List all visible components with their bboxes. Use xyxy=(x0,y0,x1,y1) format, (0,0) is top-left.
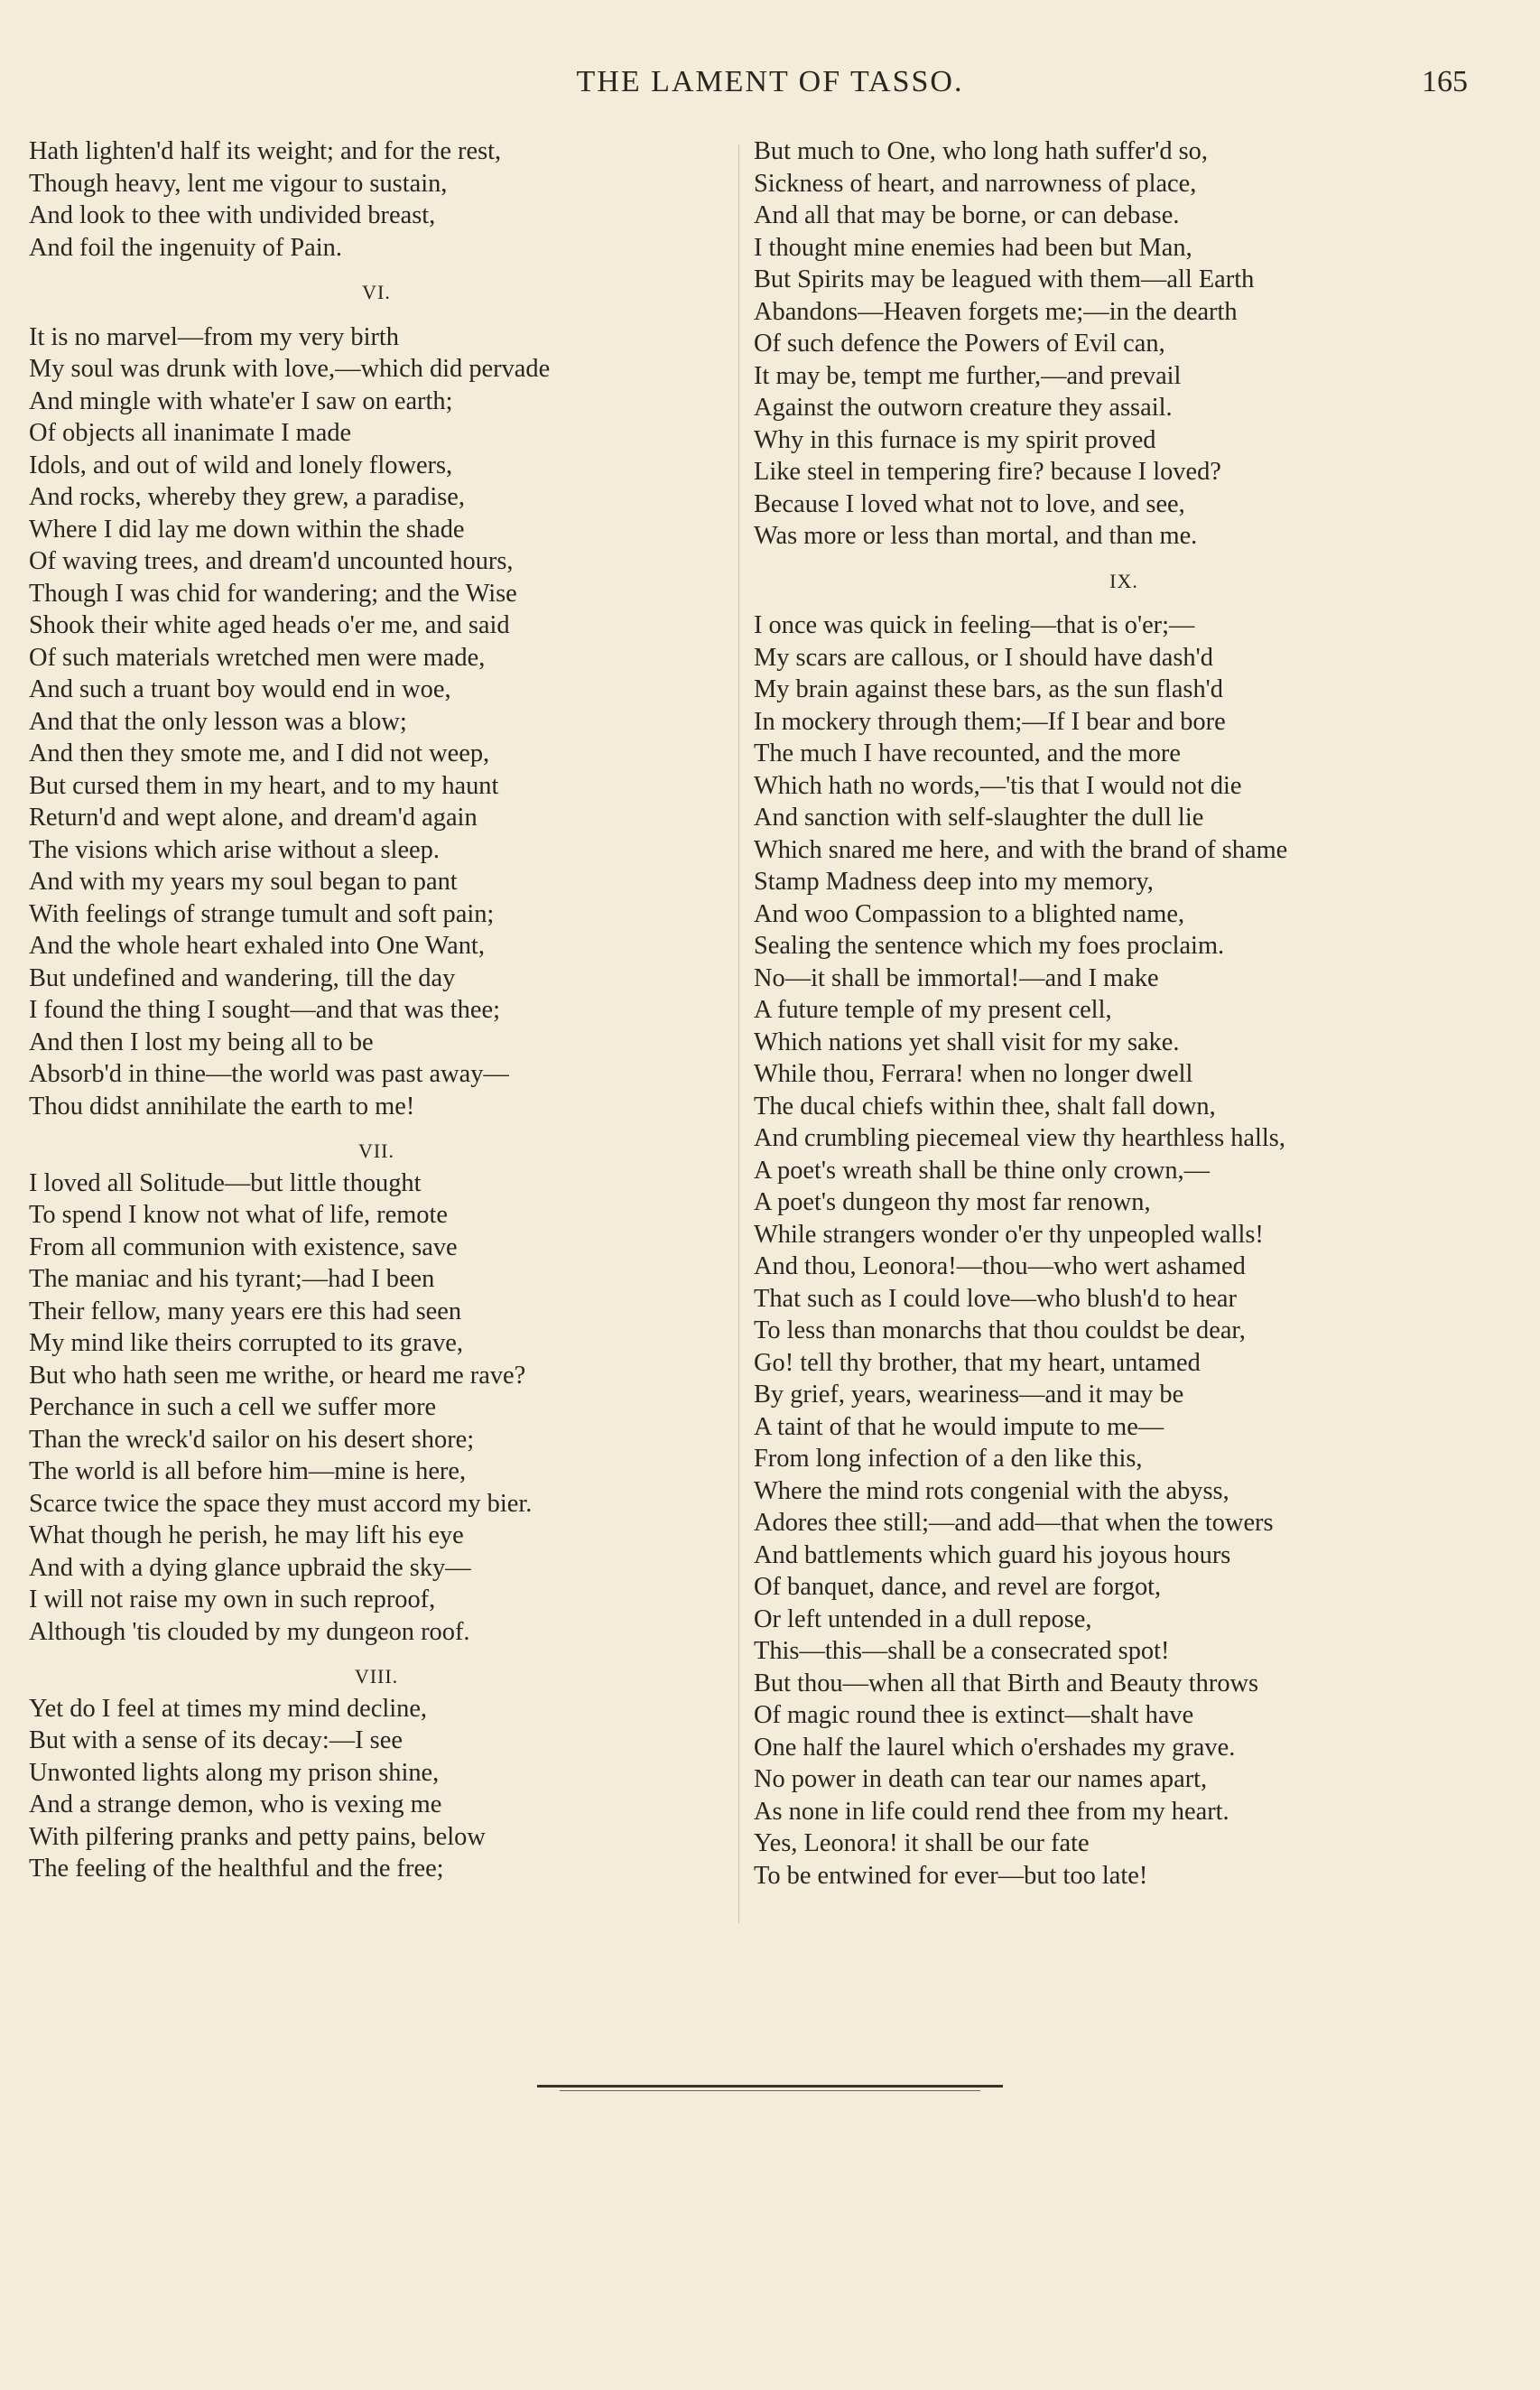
page-number: 165 xyxy=(1422,65,1468,98)
verse-line: And foil the ingenuity of Pain. xyxy=(29,233,342,262)
end-rule-thin xyxy=(560,2090,980,2091)
verse-line: From all communion with existence, save xyxy=(29,1232,458,1261)
verse-line: While thou, Ferrara! when no longer dwell xyxy=(754,1060,1193,1088)
verse-line: And look to thee with undivided breast, xyxy=(29,201,436,229)
verse-line: A future temple of my present cell, xyxy=(754,996,1112,1024)
verse-line: Which hath no words,—'tis that I would not die xyxy=(754,771,1242,800)
verse-line: And rocks, whereby they grew, a paradise, xyxy=(29,483,465,511)
verse-line: My scars are callous, or I should have dash'd xyxy=(754,643,1213,672)
verse-line: Why in this furnace is my spirit proved xyxy=(754,425,1156,454)
verse-line: And crumbling piecemeal view thy hearthless halls, xyxy=(754,1124,1285,1152)
verse-line: And a strange demon, who is vexing me xyxy=(29,1790,442,1818)
verse-line: Against the outworn creature they assail. xyxy=(754,394,1173,422)
verse-line: Shook their white aged heads o'er me, and said xyxy=(29,611,510,639)
spacer xyxy=(29,1122,724,1135)
right-column xyxy=(754,135,1494,1892)
verse-line: I loved all Solitude—but little thought xyxy=(29,1168,422,1197)
verse-line: Of banquet, dance, and revel are forgot, xyxy=(754,1573,1162,1601)
verse-line: Of waving trees, and dream'd uncounted hours, xyxy=(29,547,514,575)
end-rule xyxy=(537,2085,1003,2088)
verse-line: I will not raise my own in such reproof, xyxy=(29,1586,436,1613)
spacer xyxy=(29,309,724,321)
verse-line: A poet's wreath shall be thine only crown,— xyxy=(754,1156,1211,1185)
verse-line: The maniac and his tyrant;—had I been xyxy=(29,1265,435,1293)
verse-line: My mind like theirs corrupted to its grave, xyxy=(29,1329,463,1357)
verse-line: Was more or less than mortal, and than me. xyxy=(754,522,1198,550)
verse-line: But cursed them in my heart, and to my haunt xyxy=(29,771,499,800)
stanza-ix xyxy=(754,609,1494,1892)
verse-line: To spend I know not what of life, remote xyxy=(29,1201,448,1229)
spacer xyxy=(754,597,1494,609)
verse-line: The world is all before him—mine is here, xyxy=(29,1457,467,1485)
verse-line: Or left untended in a dull repose, xyxy=(754,1604,1092,1633)
verse-line: The visions which arise without a sleep. xyxy=(29,835,440,864)
section-numeral-vii: VII. xyxy=(357,1139,395,1162)
verse-line: Unwonted lights along my prison shine, xyxy=(29,1758,440,1787)
verse-line: This—this—shall be a consecrated spot! xyxy=(754,1637,1170,1665)
verse-line: Of such defence the Powers of Evil can, xyxy=(754,330,1165,358)
verse-line: My brain against these bars, as the sun flash'd xyxy=(754,675,1223,703)
verse-line: And with my years my soul began to pant xyxy=(29,868,458,896)
verse-line: Where I did lay me down within the shade xyxy=(29,515,465,544)
verse-line: And woo Compassion to a blighted name, xyxy=(754,899,1185,928)
verse-line: To be entwined for ever—but too late! xyxy=(754,1861,1148,1890)
verse-line: To less than monarchs that thou couldst be dear, xyxy=(754,1316,1246,1344)
verse-line: Go! tell thy brother, that my heart, untamed xyxy=(754,1348,1201,1377)
verse-line: Their fellow, many years ere this had seen xyxy=(29,1297,462,1325)
verse-line: Like steel in tempering fire? because I loved? xyxy=(754,458,1221,486)
spacer xyxy=(754,553,1494,565)
verse-line: A taint of that he would impute to me— xyxy=(754,1412,1164,1441)
verse-line: And that the only lesson was a blow; xyxy=(29,707,407,736)
verse-line: Sealing the sentence which my foes proclaim. xyxy=(754,932,1225,960)
verse-line: I found the thing I sought—and that was thee; xyxy=(29,996,500,1024)
verse-line: Where the mind rots congenial with the abyss, xyxy=(754,1476,1229,1505)
verse-line: Yet do I feel at times my mind decline, xyxy=(29,1694,428,1723)
verse-line: But who hath seen me writhe, or heard me rave? xyxy=(29,1361,526,1390)
verse-line: And with a dying glance upbraid the sky— xyxy=(29,1553,471,1582)
verse-line: And sanction with self-slaughter the dull lie xyxy=(754,804,1204,832)
verse-line: No—it shall be immortal!—and I make xyxy=(754,963,1159,992)
verse-line: And battlements which guard his joyous hours xyxy=(754,1540,1231,1569)
left-continuation xyxy=(29,135,724,264)
verse-line: From long infection of a den like this, xyxy=(754,1445,1143,1473)
stanza-vi xyxy=(29,321,724,1123)
section-numeral-viii: VIII. xyxy=(354,1665,399,1688)
verse-line: Of objects all inanimate I made xyxy=(29,419,352,447)
right-continuation xyxy=(754,135,1494,553)
verse-line: A poet's dungeon thy most far renown, xyxy=(754,1188,1151,1216)
verse-line: And then I lost my being all to be xyxy=(29,1028,374,1056)
verse-line: And all that may be borne, or can debase. xyxy=(754,201,1180,229)
verse-line: Absorb'd in thine—the world was past away— xyxy=(29,1060,509,1088)
verse-line: Although 'tis clouded by my dungeon roof. xyxy=(29,1617,470,1646)
verse-line: Though I was chid for wandering; and the Wise xyxy=(29,579,517,608)
verse-line: But thou—when all that Birth and Beauty throws xyxy=(754,1669,1259,1697)
verse-line: It is no marvel—from my very birth xyxy=(29,322,400,351)
verse-line: And then they smote me, and I did not weep, xyxy=(29,739,490,767)
verse-line: But with a sense of its decay:—I see xyxy=(29,1726,403,1754)
verse-line: In mockery through them;—If I bear and bore xyxy=(754,707,1226,736)
verse-line: My soul was drunk with love,—which did pervade xyxy=(29,355,551,383)
verse-line: With feelings of strange tumult and soft pain; xyxy=(29,899,495,928)
section-numeral-ix: IX. xyxy=(1109,569,1138,592)
spacer xyxy=(29,264,724,276)
verse-line: Adores thee still;—and add—that when the towers xyxy=(754,1509,1274,1537)
verse-line: I thought mine enemies had been but Man, xyxy=(754,233,1192,262)
verse-line: The ducal chiefs within thee, shalt fall down, xyxy=(754,1092,1216,1121)
stanza-viii xyxy=(29,1693,724,1885)
verse-line: What though he perish, he may lift his eye xyxy=(29,1521,464,1549)
verse-line: Perchance in such a cell we suffer more xyxy=(29,1393,437,1421)
verse-line: As none in life could rend thee from my heart. xyxy=(754,1797,1229,1826)
verse-line: Than the wreck'd sailor on his desert shore; xyxy=(29,1425,475,1454)
verse-line: By grief, years, weariness—and it may be xyxy=(754,1381,1184,1409)
verse-line: The much I have recounted, and the more xyxy=(754,739,1181,767)
verse-line: Yes, Leonora! it shall be our fate xyxy=(754,1829,1090,1857)
page-header xyxy=(0,65,1540,108)
verse-line: But much to One, who long hath suffer'd so, xyxy=(754,137,1208,165)
verse-line: Which snared me here, and with the brand of shame xyxy=(754,835,1288,864)
verse-line: One half the laurel which o'ershades my grave. xyxy=(754,1733,1236,1762)
verse-line: While strangers wonder o'er thy unpeopled walls! xyxy=(754,1220,1264,1249)
running-title: THE LAMENT OF TASSO. xyxy=(576,65,964,98)
verse-line: No power in death can tear our names apart, xyxy=(754,1765,1208,1793)
verse-line: Though heavy, lent me vigour to sustain, xyxy=(29,169,448,198)
column-divider xyxy=(738,144,739,1923)
verse-line: Which nations yet shall visit for my sake. xyxy=(754,1028,1180,1056)
verse-line: But Spirits may be leagued with them—all Earth xyxy=(754,265,1255,293)
verse-line: Thou didst annihilate the earth to me! xyxy=(29,1092,415,1121)
verse-line: Of such materials wretched men were made, xyxy=(29,643,486,672)
verse-line: It may be, tempt me further,—and prevail xyxy=(754,361,1182,390)
verse-line: Sickness of heart, and narrowness of place, xyxy=(754,169,1197,198)
left-column xyxy=(29,135,724,1885)
verse-line: I once was quick in feeling—that is o'er;— xyxy=(754,611,1195,639)
verse-line: Hath lighten'd half its weight; and for the rest, xyxy=(29,137,502,165)
verse-line: And thou, Leonora!—thou—who wert ashamed xyxy=(754,1252,1246,1280)
verse-line: And such a truant boy would end in woe, xyxy=(29,675,451,703)
stanza-vii xyxy=(29,1167,724,1649)
verse-line: The feeling of the healthful and the free; xyxy=(29,1855,444,1883)
verse-line: Because I loved what not to love, and see, xyxy=(754,489,1185,518)
verse-line: Stamp Madness deep into my memory, xyxy=(754,868,1154,896)
section-numeral-vi: VI. xyxy=(362,281,391,303)
verse-line: That such as I could love—who blush'd to hear xyxy=(754,1284,1237,1313)
spacer xyxy=(29,1648,724,1660)
verse-line: And the whole heart exhaled into One Want, xyxy=(29,932,485,960)
verse-line: Abandons—Heaven forgets me;—in the dearth xyxy=(754,297,1238,326)
verse-line: And mingle with whate'er I saw on earth; xyxy=(29,386,453,415)
verse-line: Scarce twice the space they must accord my bier. xyxy=(29,1489,533,1518)
verse-line: Of magic round thee is extinct—shalt have xyxy=(754,1701,1194,1729)
verse-line: Idols, and out of wild and lonely flowers, xyxy=(29,451,453,479)
verse-line: Return'd and wept alone, and dream'd again xyxy=(29,804,478,832)
verse-line: But undefined and wandering, till the day xyxy=(29,963,456,992)
verse-line: With pilfering pranks and petty pains, below xyxy=(29,1822,486,1851)
